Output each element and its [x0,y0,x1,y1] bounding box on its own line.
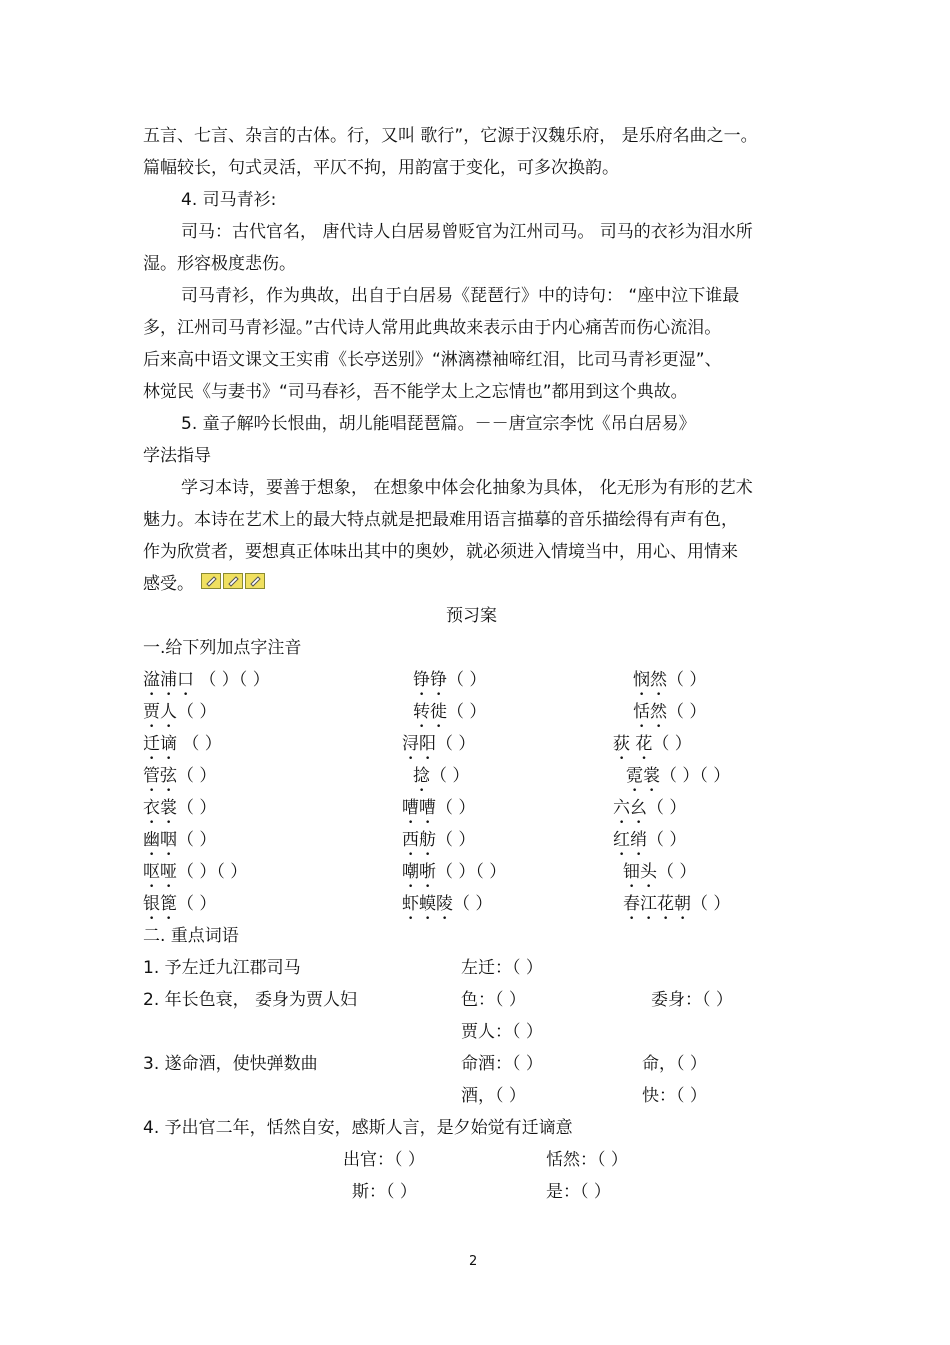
study-c: 作为欣赏者，要想真正体味出其中的奥妙，就必须进入情境当中，用心、用情来 [143,542,738,562]
word-question: 1. 予左迁九江郡司马 [143,958,301,978]
item4-p2d: 林觉民《与妻书》“司马春衫，吾不能学太上之忘情也”都用到这个典故。 [143,382,688,402]
intro-line-1: 五言、七言、杂言的古体。行，又叫 歌行”，它源于汉魏乐府， 是乐府名曲之一。 [143,126,758,146]
pinyin-item: 湓浦口 （ ）（ ） [143,670,270,690]
scroll-icon[interactable] [201,573,221,589]
word-blank: 委身：（ ） [651,990,733,1010]
word-blank: 是：（ ） [546,1182,611,1202]
pinyin-item: 悯然（ ） [633,670,707,690]
pinyin-item: 银篦（ ） [143,894,217,914]
item4-p2a: 司马青衫，作为典故，出自于白居易《琵琶行》中的诗句： “座中泣下谁最 [181,286,740,306]
item4-p2c: 后来高中语文课文王实甫《长亭送别》“淋漓襟袖啼红泪，比司马青衫更湿”、 [143,350,722,370]
item5-text: 5. 童子解吟长恨曲，胡儿能唱琵琶篇。－－唐宣宗李忱《吊白居易》 [181,414,696,434]
word-question: 2. 年长色衰， 委身为贾人妇 [143,990,358,1010]
word-blank: 左迁：（ ） [461,958,543,978]
word-blank: 斯：（ ） [352,1182,417,1202]
page-number: 2 [469,1254,478,1269]
pinyin-item: 铮铮（ ） [413,670,487,690]
pinyin-item: 贾人（ ） [143,702,217,722]
item4-p1a: 司马：古代官名， 唐代诗人白居易曾贬官为江州司马。 司马的衣衫为泪水所 [181,222,753,242]
study-heading: 学法指导 [143,446,211,466]
pinyin-item: 捻（ ） [413,766,470,786]
word-blank: 快：（ ） [642,1086,707,1106]
pinyin-item: 嘈嘈（ ） [402,798,476,818]
word-blank: 命，（ ） [642,1054,707,1074]
word-blank: 色：（ ） [461,990,526,1010]
word-blank: 酒，（ ） [461,1086,526,1106]
preview-title: 预习案 [446,606,497,626]
word-question: 4. 予出官二年，恬然自安，感斯人言，是夕始觉有迁谪意 [143,1118,573,1138]
pinyin-item: 幽咽（ ） [143,830,217,850]
pinyin-item: 虾蟆陵（ ） [402,894,493,914]
study-d: 感受。 [143,574,194,594]
scroll-icon[interactable] [245,573,265,589]
section1-heading: 一.给下列加点字注音 [143,638,302,658]
pinyin-item: 衣裳（ ） [143,798,217,818]
pinyin-item: 钿头（ ） [623,862,697,882]
word-blank: 恬然：（ ） [546,1150,628,1170]
icon-strip [201,573,271,589]
pinyin-item: 红绡（ ） [613,830,687,850]
pinyin-item: 浔阳（ ） [402,734,476,754]
pinyin-item: 呕哑（ ）（ ） [143,862,248,882]
study-a: 学习本诗，要善于想象， 在想象中体会化抽象为具体， 化无形为有形的艺术 [181,478,753,498]
word-question: 3. 遂命酒，使快弹数曲 [143,1054,318,1074]
pinyin-item: 转徙（ ） [413,702,487,722]
item4-title: 4. 司马青衫: [181,190,277,210]
pinyin-item: 嘲哳（ ）（ ） [402,862,507,882]
pinyin-item: 春江花朝（ ） [623,894,731,914]
pinyin-item: 迁谪 （ ） [143,734,222,754]
intro-line-2: 篇幅较长，句式灵活，平仄不拘，用韵富于变化，可多次换韵。 [143,158,619,178]
pinyin-item: 西舫（ ） [402,830,476,850]
word-blank: 贾人：（ ） [461,1022,543,1042]
section2-heading: 二. 重点词语 [143,926,239,946]
scroll-icon[interactable] [223,573,243,589]
pinyin-item: 恬然（ ） [633,702,707,722]
pinyin-item: 管弦（ ） [143,766,217,786]
pinyin-item: 荻 花（ ） [613,734,692,754]
pinyin-item: 六幺（ ） [613,798,687,818]
item4-p2b: 多，江州司马青衫湿。”古代诗人常用此典故来表示由于内心痛苦而伤心流泪。 [143,318,722,338]
study-b: 魅力。本诗在艺术上的最大特点就是把最难用语言描摹的音乐描绘得有声有色， [143,510,738,530]
word-blank: 命酒：（ ） [461,1054,543,1074]
word-blank: 出官：（ ） [343,1150,425,1170]
pinyin-item: 霓裳（ ）（ ） [626,766,731,786]
item4-p1b: 湿。形容极度悲伤。 [143,254,296,274]
